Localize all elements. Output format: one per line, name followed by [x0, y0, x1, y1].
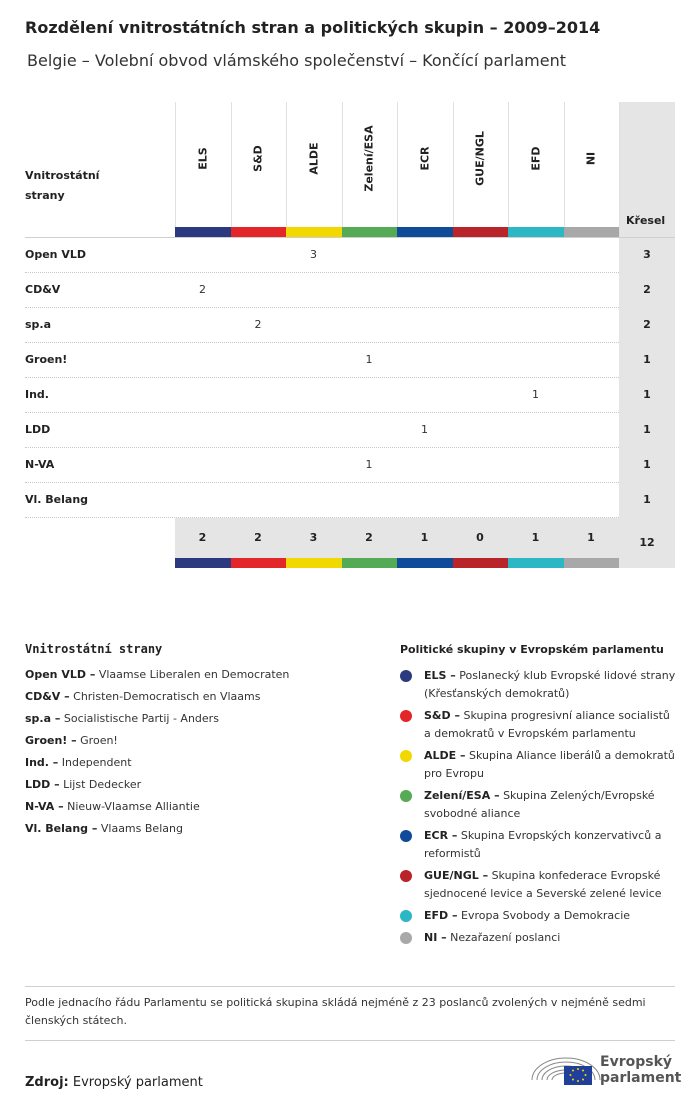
column-total: 2 — [198, 531, 207, 544]
column-divider — [508, 102, 509, 237]
column-divider — [564, 102, 565, 237]
column-divider — [397, 102, 398, 237]
group-legend-full: Nezařazení poslanci — [446, 931, 561, 944]
national-legend-item — [25, 778, 141, 791]
row-divider — [25, 342, 619, 343]
national-legend-abbr: N-VA – — [25, 800, 64, 813]
chart-subtitle: Belgie – Volební obvod vlámského společenství – Končící parlament — [27, 51, 567, 70]
national-legend-abbr: Groen! – — [25, 734, 77, 747]
source-value: Evropský parlament — [72, 1075, 203, 1090]
national-legend-full: Vlaams Belang — [97, 822, 183, 835]
table-cell: 2 — [199, 283, 206, 296]
national-legend-full: Socialistische Partij - Anders — [60, 712, 219, 725]
group-header-7: EFD — [529, 146, 543, 171]
group-color-bar — [175, 227, 231, 237]
column-total: 2 — [365, 531, 373, 544]
table-cell: 3 — [310, 248, 317, 261]
national-legend-item — [25, 668, 289, 681]
row-divider — [25, 482, 619, 483]
row-party-label: N-VA — [25, 458, 55, 471]
footnote: Podle jednacího řádu Parlamentu se politická skupina skládá nejméně z 23 poslanců zvolených v nejméně sedmi členských státech. — [25, 996, 646, 1027]
national-legend-item — [25, 734, 118, 747]
column-total: 1 — [531, 531, 540, 544]
group-header-8: NI — [584, 151, 598, 166]
group-legend-abbr: GUE/NGL – — [424, 869, 489, 882]
group-header-4: Zelení/ESA — [362, 125, 376, 192]
column-total: 1 — [420, 531, 429, 544]
national-legend-full: Nieuw-Vlaamse Alliantie — [63, 800, 200, 813]
table-cell: 1 — [365, 353, 373, 366]
national-legend-abbr: Vl. Belang – — [25, 822, 98, 835]
row-total: 1 — [643, 458, 651, 471]
group-color-bar — [231, 558, 287, 568]
row-party-label: Ind. — [25, 388, 49, 401]
divider — [25, 986, 675, 987]
column-divider — [342, 102, 343, 237]
column-divider — [619, 102, 620, 237]
group-color-bar — [175, 558, 231, 568]
group-color-dot — [400, 790, 412, 802]
row-total: 1 — [643, 388, 651, 401]
row-divider — [25, 517, 619, 518]
group-legend-full: Poslanecký klub Evropské lidové strany (Křesťanských demokratů) — [424, 669, 676, 700]
group-legend-item — [424, 707, 680, 743]
group-color-bar — [453, 227, 509, 237]
column-total: 0 — [476, 531, 484, 544]
row-party-label: sp.a — [25, 318, 52, 331]
row-total: 1 — [643, 353, 651, 366]
group-color-bar — [564, 558, 620, 568]
row-party-label: CD&V — [25, 283, 61, 296]
national-legend-abbr: LDD – — [25, 778, 60, 791]
national-legend-item — [25, 712, 219, 725]
national-legend-full: Groen! — [76, 734, 118, 747]
group-color-bar — [286, 558, 342, 568]
table-cell: 2 — [254, 318, 262, 331]
group-header-3: ALDE — [307, 142, 321, 175]
row-divider — [25, 377, 619, 378]
column-total: 2 — [254, 531, 262, 544]
table-cell: 1 — [421, 423, 428, 436]
group-color-bar — [453, 558, 509, 568]
row-total: 3 — [643, 248, 651, 261]
group-legend-abbr: EFD – — [424, 909, 458, 922]
chart-title: Rozdělení vnitrostátních stran a politických skupin – 2009–2014 — [25, 18, 601, 37]
group-color-dot — [400, 670, 412, 682]
group-legend-item — [424, 907, 680, 925]
group-legend-abbr: Zelení/ESA – — [424, 789, 500, 802]
national-legend-abbr: Open VLD – — [25, 668, 96, 681]
national-legend-item — [25, 822, 183, 835]
group-legend-full: Skupina Aliance liberálů a demokratů pro Evropu — [424, 749, 675, 780]
group-legend-full: Evropa Svobody a Demokracie — [457, 909, 631, 922]
group-color-dot — [400, 830, 412, 842]
group-header-6: GUE/NGL — [473, 131, 487, 186]
group-legend-full: Skupina progresivní aliance socialistů a demokratů v Evropském parlamentu — [424, 709, 670, 740]
group-header-2: S&D — [251, 145, 265, 172]
group-header-5: ECR — [418, 146, 432, 171]
group-legend-item — [424, 867, 680, 903]
group-legend-abbr: ECR – — [424, 829, 458, 842]
column-divider — [175, 102, 176, 237]
group-legend-item — [424, 667, 680, 703]
logo-text — [600, 1054, 681, 1086]
row-total: 1 — [643, 423, 651, 436]
group-legend-abbr: ALDE – — [424, 749, 466, 762]
group-color-bar — [397, 558, 453, 568]
national-legend-abbr: CD&V – — [25, 690, 70, 703]
row-party-label: Open VLD — [25, 248, 86, 261]
logo-line-1: Evropský — [600, 1054, 673, 1070]
group-legend-item — [424, 929, 680, 947]
header-rule — [25, 237, 675, 238]
row-party-label: Groen! — [25, 353, 68, 366]
group-legend-item — [424, 747, 680, 783]
group-color-bar — [508, 227, 564, 237]
column-divider — [453, 102, 454, 237]
divider — [25, 1040, 675, 1041]
group-color-bar — [564, 227, 620, 237]
row-divider — [25, 447, 619, 448]
group-color-bar — [286, 227, 342, 237]
group-legend-full: Skupina Zelených/Evropské svobodné aliance — [424, 789, 655, 820]
column-total: 3 — [309, 531, 318, 544]
group-header-1: ELS — [196, 147, 210, 170]
group-color-bar — [342, 227, 398, 237]
source-label: Zdroj: — [25, 1075, 69, 1090]
logo-line-2: parlament — [600, 1070, 682, 1086]
group-legend-full: Skupina konfederace Evropské sjednocené levice a Severské zelené levice — [424, 869, 662, 900]
table-cell: 1 — [532, 388, 539, 401]
table-cell: 1 — [365, 458, 373, 471]
row-total: 1 — [643, 493, 651, 506]
row-divider — [25, 307, 619, 308]
group-legend-item — [424, 827, 680, 863]
national-legend-full: Lijst Dedecker — [59, 778, 142, 791]
national-legend-full: Christen-Democratisch en Vlaams — [69, 690, 261, 703]
national-legend-full: Independent — [58, 756, 132, 769]
row-total: 2 — [643, 283, 651, 296]
group-color-bar — [508, 558, 564, 568]
source — [25, 1075, 203, 1090]
group-legend-title: Politické skupiny v Evropském parlamentu — [400, 643, 664, 656]
group-color-dot — [400, 870, 412, 882]
group-color-dot — [400, 750, 412, 762]
group-legend-abbr: ELS – — [424, 669, 456, 682]
national-legend-title: Vnitrostátní strany — [25, 642, 163, 656]
row-divider — [25, 412, 619, 413]
column-divider — [231, 102, 232, 237]
row-divider — [25, 272, 619, 273]
national-legend-full: Vlaamse Liberalen en Democraten — [95, 668, 290, 681]
grand-total: 12 — [639, 536, 655, 549]
group-legend-abbr: S&D – — [424, 709, 460, 722]
column-divider — [286, 102, 287, 237]
national-legend-abbr: sp.a – — [25, 712, 61, 725]
column-total: 1 — [587, 531, 595, 544]
group-color-dot — [400, 710, 412, 722]
group-legend-full: Skupina Evropských konzervativců a reformistů — [424, 829, 662, 860]
national-legend-abbr: Ind. – — [25, 756, 59, 769]
group-legend-abbr: NI – — [424, 931, 447, 944]
group-legend-item — [424, 787, 680, 823]
row-party-label: Vl. Belang — [25, 493, 89, 506]
group-color-dot — [400, 910, 412, 922]
party-column-header: Vnitrostátní strany — [25, 169, 100, 202]
row-party-label: LDD — [25, 423, 51, 436]
group-color-dot — [400, 932, 412, 944]
national-legend-item — [25, 690, 260, 703]
national-legend-item — [25, 800, 200, 813]
group-color-bar — [397, 227, 453, 237]
group-color-bar — [231, 227, 287, 237]
group-color-bar — [342, 558, 398, 568]
row-total: 2 — [643, 318, 651, 331]
national-legend-item — [25, 756, 132, 769]
seats-column-header: Křesel — [626, 214, 666, 227]
